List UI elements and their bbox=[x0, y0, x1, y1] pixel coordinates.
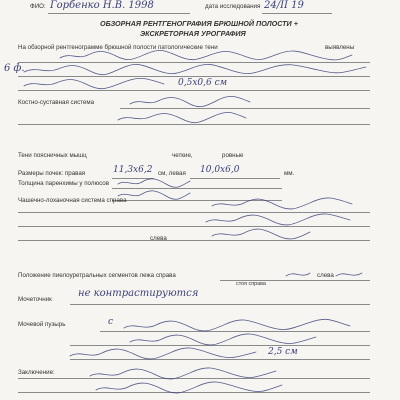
conclusion-line-1 bbox=[18, 378, 370, 379]
parenchyma-line-1 bbox=[112, 188, 282, 189]
position-label: Положение пиелоуретральных сегментов лежа справа bbox=[18, 272, 176, 279]
pcs-left-label: слева bbox=[150, 235, 167, 242]
bladder-handwriting-1 bbox=[124, 319, 350, 331]
fio-line bbox=[48, 13, 190, 14]
bones-handwriting-1 bbox=[130, 96, 250, 106]
bladder-line-2 bbox=[70, 345, 370, 346]
bones-handwriting-2 bbox=[118, 112, 246, 122]
survey-handwriting-3 bbox=[24, 78, 164, 88]
bladder-handwriting-2 bbox=[130, 334, 316, 345]
position-standing-label: стоя справа bbox=[236, 281, 266, 287]
survey-line-2 bbox=[18, 76, 370, 77]
parenchyma-label: Толщина паренхимы у полюсов bbox=[18, 180, 110, 187]
parenchyma-handwriting-2 bbox=[118, 191, 190, 199]
kidney-unit-end: мм. bbox=[284, 170, 295, 177]
date-label: дата исследования bbox=[205, 3, 261, 10]
survey-label: На обзорной рентгенограмме брюшной полости патологические тени bbox=[18, 44, 218, 51]
survey-handwriting-1 bbox=[60, 50, 352, 60]
date-value: 24/II 19 bbox=[264, 0, 304, 11]
bones-label: Костно-суставная система bbox=[18, 99, 95, 106]
kidney-right-value: 11,3х6,2 bbox=[113, 165, 153, 175]
conclusion-line-2 bbox=[18, 392, 370, 393]
psoas-value-2: ровные bbox=[222, 152, 244, 159]
kidney-unit-left: см, левая bbox=[158, 170, 186, 177]
survey-handwriting-2 bbox=[24, 64, 366, 74]
kidney-size-label: Размеры почек: правая bbox=[18, 170, 86, 177]
ureters-line bbox=[70, 304, 370, 305]
date-line bbox=[262, 13, 332, 14]
bones-line-1 bbox=[120, 108, 370, 109]
conclusion-label: Заключение: bbox=[18, 369, 55, 376]
survey-size-value: 0,5х0,6 см bbox=[178, 78, 228, 88]
ureters-label: Мочеточник bbox=[18, 296, 52, 303]
position-line bbox=[220, 280, 370, 281]
bladder-handwriting-3 bbox=[70, 348, 256, 359]
pcs-handwriting-3 bbox=[212, 229, 310, 239]
ureters-value: не контрастируются bbox=[78, 288, 199, 299]
bladder-value-prefix: с bbox=[108, 317, 114, 327]
fio-label: ФИО: bbox=[30, 3, 46, 10]
title-line-1: ОБЗОРНАЯ РЕНТГЕНОГРАФИЯ БРЮШНОЙ ПОЛОСТИ + bbox=[100, 19, 298, 28]
margin-note: 6 ф. bbox=[4, 63, 25, 74]
fio-value: Горбенко Н.В. 1998 bbox=[50, 0, 154, 11]
bladder-value-end: 2,5 см bbox=[268, 347, 298, 357]
psoas-label: Тени поясничных мышц bbox=[18, 152, 87, 159]
pcs-line-2 bbox=[18, 226, 370, 227]
position-left-label: слева bbox=[317, 272, 334, 279]
parenchyma-line-2 bbox=[112, 200, 282, 201]
kidney-left-value: 10,0х6,0 bbox=[200, 165, 240, 175]
bladder-label: Мочевой пузырь bbox=[18, 321, 66, 328]
psoas-value-1: четкие, bbox=[172, 152, 193, 159]
parenchyma-handwriting-1 bbox=[118, 179, 190, 187]
bladder-line-1 bbox=[100, 331, 370, 332]
pcs-line-3 bbox=[18, 240, 370, 241]
kidney-left-line bbox=[190, 178, 280, 179]
pcs-label: Чашечно-лоханочная система справа bbox=[18, 197, 127, 204]
title-line-2: ЭКСКРЕТОРНАЯ УРОГРАФИЯ bbox=[140, 29, 246, 38]
pcs-line-1 bbox=[18, 212, 370, 213]
survey-suffix: выявлены bbox=[325, 44, 355, 51]
survey-line-1 bbox=[18, 62, 370, 63]
pcs-handwriting-2 bbox=[206, 214, 350, 225]
bladder-line-3 bbox=[70, 359, 370, 360]
bones-line-2 bbox=[18, 124, 370, 125]
survey-line-3 bbox=[18, 90, 370, 91]
kidney-right-line bbox=[112, 178, 154, 179]
